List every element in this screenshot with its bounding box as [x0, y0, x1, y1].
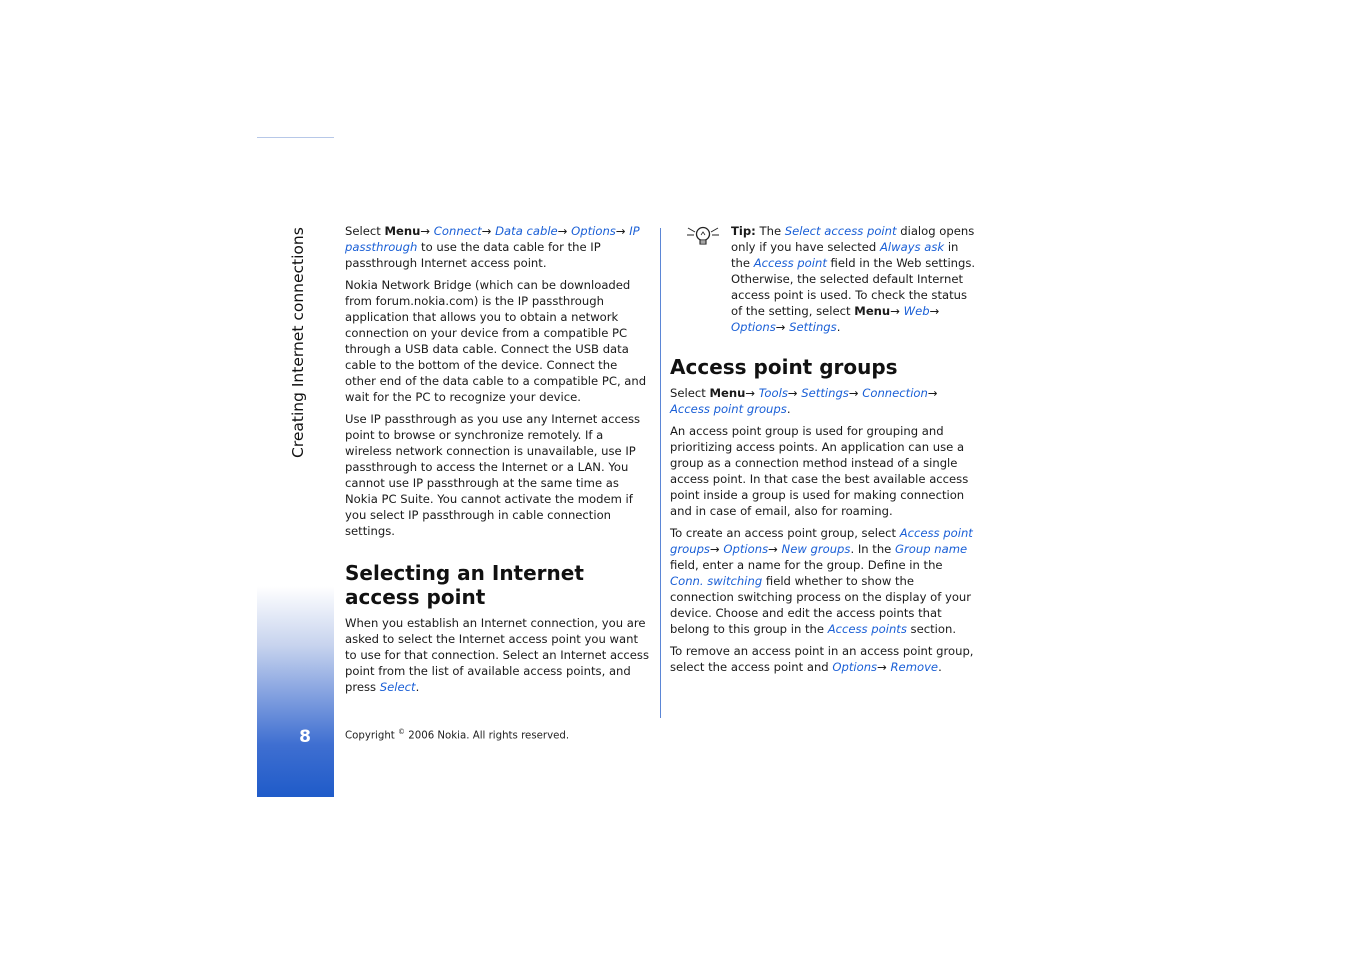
paragraph-network-bridge: Nokia Network Bridge (which can be downloaded from forum.nokia.com) is the IP passthrough application that allows you to obtain a network connection on your device from a compatible PC through a USB data cable. Connect the USB data cable to the bottom of the device. Connect the other end of the data cable to a compatible PC, and wait for the PC to recognize your device. [345, 278, 647, 404]
paragraph-use-ip-passthrough: Use IP passthrough as you use any Internet access point to browse or synchronize remotely. If a wireless network connection is unavailable, use IP passthrough to access the Internet or a LAN. You cannot use IP passthrough at the same time as Nokia PC Suite. You cannot activate the modem if you select IP passthrough in cable connection settings. [345, 412, 641, 538]
link-data-cable[interactable]: Data cable [495, 224, 558, 238]
paragraph-ip-passthrough-path [345, 223, 650, 271]
tip-label: Tip: [731, 224, 756, 238]
link-conn-switching[interactable]: Conn. switching [670, 574, 763, 588]
arrow: → [775, 320, 790, 334]
menu-label: Menu [709, 386, 746, 400]
menu-label: Menu [384, 224, 421, 238]
link-settings[interactable]: Settings [789, 320, 837, 334]
copyright-footer [345, 728, 569, 741]
link-access-points[interactable]: Access points [827, 622, 907, 636]
arrow: → [420, 224, 434, 238]
text: in the [731, 240, 959, 270]
link-web[interactable]: Web [903, 304, 930, 318]
text: . [415, 680, 420, 694]
link-new-groups[interactable]: New groups [781, 542, 851, 556]
text: To remove an access point in an access point group, select the access point and [670, 644, 974, 674]
heading-selecting-access-point: Selecting an Internet access point [345, 561, 584, 609]
paragraph-groups-path [670, 385, 978, 417]
column-divider [660, 228, 661, 718]
text: field in the Web settings. Otherwise, the selected default Internet access point is used. To check the status of the setting, select [731, 256, 976, 318]
menu-label: Menu [854, 304, 891, 318]
link-remove[interactable]: Remove [890, 660, 939, 674]
text: To create an access point group, select [670, 526, 900, 540]
link-options[interactable]: Options [723, 542, 769, 556]
chapter-title: Creating Internet connections [289, 227, 307, 458]
link-access-point-groups[interactable]: Access point groups [670, 402, 787, 416]
link-group-name[interactable]: Group name [895, 542, 968, 556]
link-select[interactable]: Select [379, 680, 416, 694]
tip-box [670, 223, 978, 335]
arrow: → [745, 386, 759, 400]
paragraph-groups-description: An access point group is used for grouping and prioritizing access points. An application can use a group as a connection method instead of a single access point. In that case the best available access point inside a group is used for making connection and in case of email, also for roaming. [670, 424, 969, 518]
tip-text [731, 224, 975, 334]
text: Copyright [345, 730, 399, 742]
text: . [836, 320, 841, 334]
arrow: → [929, 304, 940, 318]
paragraph-remove-access-point [670, 643, 978, 675]
link-access-point[interactable]: Access point [753, 256, 827, 270]
arrow: → [877, 660, 891, 674]
text: . [786, 402, 791, 416]
text: 2006 Nokia. All rights reserved. [405, 730, 570, 742]
link-connection[interactable]: Connection [862, 386, 928, 400]
text: section. [906, 622, 957, 636]
text: to use the data cable for the IP passthrough Internet access point. [345, 240, 601, 270]
link-ip-passthrough[interactable]: IP passthrough [345, 224, 640, 254]
link-options[interactable]: Options [832, 660, 878, 674]
link-connect[interactable]: Connect [433, 224, 482, 238]
link-tools[interactable]: Tools [758, 386, 788, 400]
arrow: → [890, 304, 904, 318]
arrow: → [768, 542, 782, 556]
arrow: → [927, 386, 938, 400]
text: The [755, 224, 785, 238]
copyright-symbol: © [398, 728, 406, 736]
arrow: → [481, 224, 496, 238]
text: field whether to show the connection switching process on the display of your device. Choose and edit the access points that belong to this group in the [670, 574, 972, 636]
text: When you establish an Internet connection, you are asked to select the Internet access point you want to use for that connection. Select an Internet access point from the list of available access points, and press [345, 616, 650, 694]
right-column [670, 223, 978, 681]
arrow: → [709, 542, 724, 556]
text: . In the [850, 542, 896, 556]
text: dialog opens only if you have selected [731, 224, 975, 254]
text: Select [670, 386, 710, 400]
paragraph-create-group [670, 525, 978, 637]
arrow: → [615, 224, 630, 238]
arrow: → [557, 224, 572, 238]
arrow: → [848, 386, 863, 400]
link-options[interactable]: Options [571, 224, 616, 238]
heading-access-point-groups: Access point groups [670, 355, 898, 379]
text: Select [345, 224, 385, 238]
text: . [938, 660, 942, 674]
link-always-ask[interactable]: Always ask [879, 240, 945, 254]
link-options[interactable]: Options [731, 320, 776, 334]
link-select-access-point[interactable]: Select access point [784, 224, 897, 238]
paragraph-select-access-point [345, 615, 650, 695]
lightbulb-icon [687, 225, 719, 247]
page-number: 8 [299, 727, 311, 747]
link-access-point-groups[interactable]: Access point groups [670, 526, 973, 556]
arrow: → [787, 386, 802, 400]
text: field, enter a name for the group. Define in the [670, 558, 943, 572]
link-settings[interactable]: Settings [801, 386, 849, 400]
left-column [345, 223, 650, 701]
